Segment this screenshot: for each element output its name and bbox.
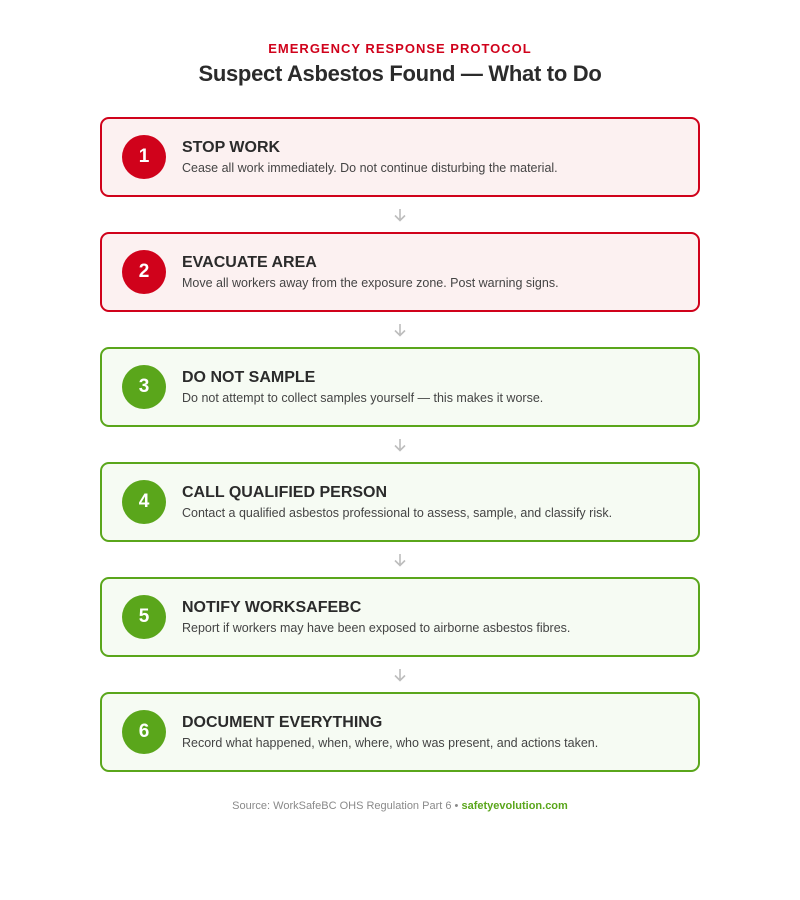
arrow-down-icon xyxy=(100,312,700,347)
step-number-badge: 2 xyxy=(122,250,166,294)
step-description: Report if workers may have been exposed to airborne asbestos fibres. xyxy=(182,621,571,635)
step-description: Cease all work immediately. Do not continue disturbing the material. xyxy=(182,161,558,175)
steps-flow xyxy=(100,117,700,772)
source-text: Source: WorkSafeBC OHS Regulation Part 6 xyxy=(232,800,452,812)
site-link[interactable]: safetyevolution.com xyxy=(461,800,568,812)
step-6-card xyxy=(100,692,700,772)
page-title: Suspect Asbestos Found — What to Do xyxy=(198,61,602,86)
step-title: DOCUMENT EVERYTHING xyxy=(182,714,383,731)
step-description: Move all workers away from the exposure zone. Post warning signs. xyxy=(182,276,559,290)
step-number-badge: 3 xyxy=(122,365,166,409)
step-description: Record what happened, when, where, who was present, and actions taken. xyxy=(182,736,599,750)
footer xyxy=(0,800,800,812)
step-title: DO NOT SAMPLE xyxy=(182,369,316,386)
step-title: NOTIFY WORKSAFEBC xyxy=(182,599,362,616)
eyebrow-label: EMERGENCY RESPONSE PROTOCOL xyxy=(268,41,532,56)
step-number-badge: 6 xyxy=(122,710,166,754)
step-1-card xyxy=(100,117,700,197)
step-title: STOP WORK xyxy=(182,139,281,156)
step-title: CALL QUALIFIED PERSON xyxy=(182,484,388,501)
step-number-badge: 4 xyxy=(122,480,166,524)
arrow-down-icon xyxy=(100,197,700,232)
arrow-down-icon xyxy=(100,542,700,577)
step-2-card xyxy=(100,232,700,312)
arrow-down-icon xyxy=(100,657,700,692)
step-title: EVACUATE AREA xyxy=(182,254,317,271)
step-3-card xyxy=(100,347,700,427)
step-number-badge: 5 xyxy=(122,595,166,639)
step-description: Do not attempt to collect samples yourself — this makes it worse. xyxy=(182,391,544,405)
step-5-card xyxy=(100,577,700,657)
step-number-badge: 1 xyxy=(122,135,166,179)
step-description: Contact a qualified asbestos professional to assess, sample, and classify risk. xyxy=(182,506,613,520)
step-4-card xyxy=(100,462,700,542)
arrow-down-icon xyxy=(100,427,700,462)
separator: • xyxy=(454,800,459,812)
header xyxy=(0,41,800,88)
